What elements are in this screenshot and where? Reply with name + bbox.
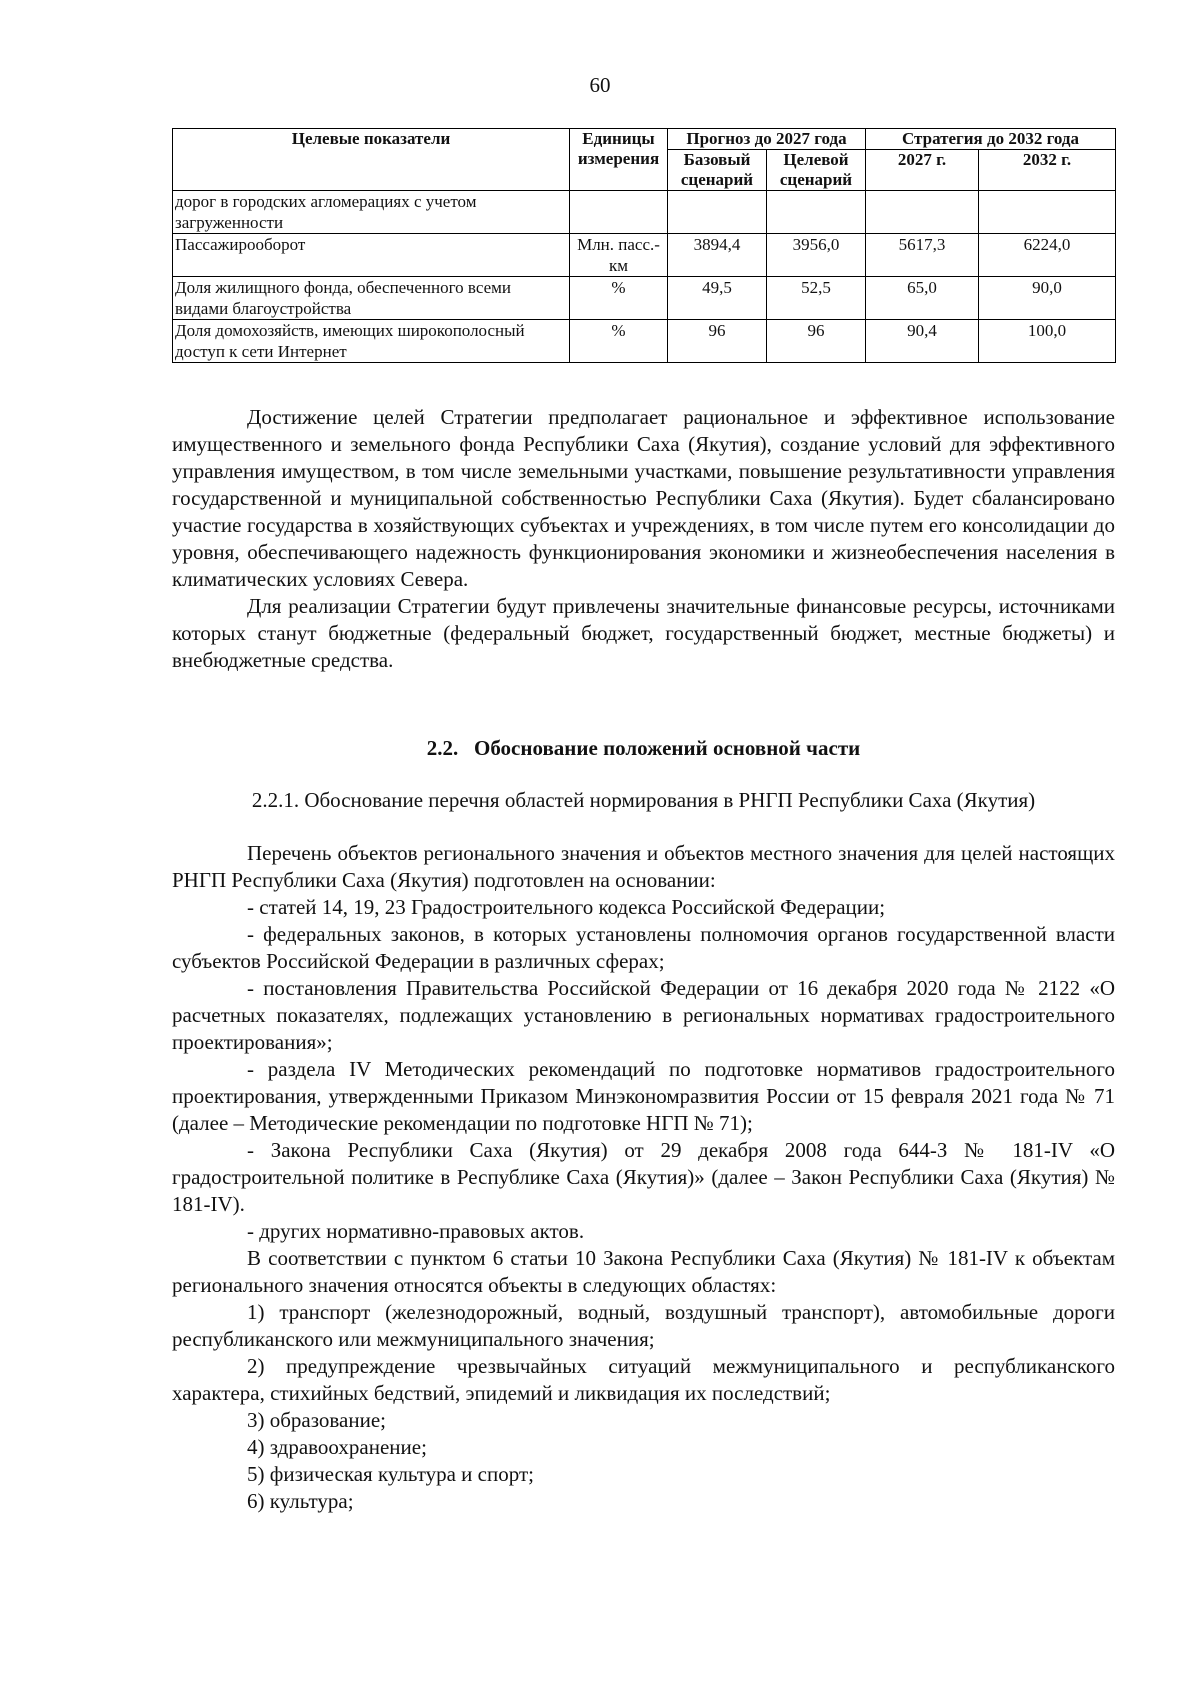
row-2032: 6224,0 <box>979 234 1116 277</box>
header-base: Базовый сценарий <box>668 150 767 191</box>
row-2032: 90,0 <box>979 277 1116 320</box>
row-unit: Млн. пасс.-км <box>570 234 668 277</box>
list-item: 6) культура; <box>247 1489 354 1513</box>
indicators-table <box>172 128 1116 363</box>
list-item: - раздела IV Методических рекомендаций по подготовке нормативов градостроительного проектирования, утвержденными Приказом Минэкономразвития России от 15 февраля 2021 года № 71 (далее – Методические рекомендации по подготовке НГП № 71); <box>172 1057 1115 1135</box>
paragraph-basis-intro: Перечень объектов регионального значения и объектов местного значения для целей настоящих РНГП Республики Саха (Якутия) подготовлен на основании: <box>172 841 1115 892</box>
row-2032: 100,0 <box>979 320 1116 363</box>
page-number: 60 <box>589 73 611 97</box>
header-indicators: Целевые показатели <box>173 129 570 191</box>
table-row <box>173 234 1116 277</box>
table-row <box>173 191 1116 234</box>
list-item: 1) транспорт (железнодорожный, водный, воздушный транспорт), автомобильные дороги республиканского или межмуниципального значения; <box>172 1300 1115 1351</box>
strategy-text <box>172 404 1115 674</box>
paragraph-strategy-goals: Достижение целей Стратегии предполагает рациональное и эффективное использование имущественного и земельного фонда Республики Саха (Якутия), создание условий для эффективного управления имуществом, в том числе земельными участками, повышение результативности управления государственной и муниципальной собственностью Республики Саха (Якутия). Будет сбалансировано участие государства в хозяйствующих субъектах и учреждениях, в том числе путем его консолидации до уровня, обеспечивающего надежность функционирования экономики и жизнеобеспечения населения в климатических условиях Севера. <box>172 405 1115 591</box>
header-2032: 2032 г. <box>979 150 1116 191</box>
header-target: Целевой сценарий <box>767 150 866 191</box>
list-item: - федеральных законов, в которых установлены полномочия органов государственной власти субъектов Российской Федерации в различных сферах; <box>172 922 1115 973</box>
section-heading: 2.2. Обоснование положений основной части <box>426 736 861 760</box>
row-2027 <box>866 191 979 234</box>
subsection-heading: 2.2.1. Обоснование перечня областей нормирования в РНГП Республики Саха (Якутия) <box>251 788 1036 812</box>
list-item: 3) образование; <box>247 1408 387 1432</box>
table-row <box>173 277 1116 320</box>
header-forecast: Прогноз до 2027 года <box>668 129 866 150</box>
row-target <box>767 191 866 234</box>
list-item: 4) здравоохранение; <box>247 1435 427 1459</box>
row-unit: % <box>570 320 668 363</box>
row-target: 52,5 <box>767 277 866 320</box>
row-name: Доля жилищного фонда, обеспеченного всеми видами благоустройства <box>173 277 570 320</box>
paragraph-financing: Для реализации Стратегии будут привлечены значительные финансовые ресурсы, источниками которых станут бюджетные (федеральный бюджет, государственный бюджет, местные бюджеты) и внебюджетные средства. <box>172 594 1115 672</box>
row-base: 96 <box>668 320 767 363</box>
row-2032 <box>979 191 1116 234</box>
row-base: 3894,4 <box>668 234 767 277</box>
header-2027: 2027 г. <box>866 150 979 191</box>
row-2027: 5617,3 <box>866 234 979 277</box>
row-unit: % <box>570 277 668 320</box>
header-strategy: Стратегия до 2032 года <box>866 129 1116 150</box>
areas-list <box>172 1299 1115 1515</box>
list-item: - Закона Республики Саха (Якутия) от 29 декабря 2008 года 644-З № 181-IV «О градостроительной политике в Республике Саха (Якутия)» (далее – Закон Республики Саха (Якутия) № 181-IV). <box>172 1138 1115 1216</box>
list-item: - постановления Правительства Российской Федерации от 16 декабря 2020 года № 2122 «О расчетных показателях, подлежащих установлению в региональных нормативах градостроительного проектирования»; <box>172 976 1115 1054</box>
list-item: 2) предупреждение чрезвычайных ситуаций межмуниципального и республиканского характера, стихийных бедствий, эпидемий и ликвидация их последствий; <box>172 1354 1115 1405</box>
list-item: 5) физическая культура и спорт; <box>247 1462 534 1486</box>
row-base: 49,5 <box>668 277 767 320</box>
row-target: 3956,0 <box>767 234 866 277</box>
basis-text <box>172 840 1115 1515</box>
row-name: Доля домохозяйств, имеющих широкополосный доступ к сети Интернет <box>173 320 570 363</box>
row-unit <box>570 191 668 234</box>
row-name: Пассажирооборот <box>173 234 570 277</box>
row-name: дорог в городских агломерациях с учетом загруженности <box>173 191 570 234</box>
table-row <box>173 320 1116 363</box>
list-item: - других нормативно-правовых актов. <box>247 1219 585 1243</box>
row-target: 96 <box>767 320 866 363</box>
row-2027: 90,4 <box>866 320 979 363</box>
row-2027: 65,0 <box>866 277 979 320</box>
paragraph-regional-objects: В соответствии с пунктом 6 статьи 10 Закона Республики Саха (Якутия) № 181-IV к объектам регионального значения относятся объекты в следующих областях: <box>172 1246 1115 1297</box>
header-units: Единицы измерения <box>570 129 668 191</box>
row-base <box>668 191 767 234</box>
list-item: - статей 14, 19, 23 Градостроительного кодекса Российской Федерации; <box>247 895 886 919</box>
basis-list <box>172 894 1115 1245</box>
